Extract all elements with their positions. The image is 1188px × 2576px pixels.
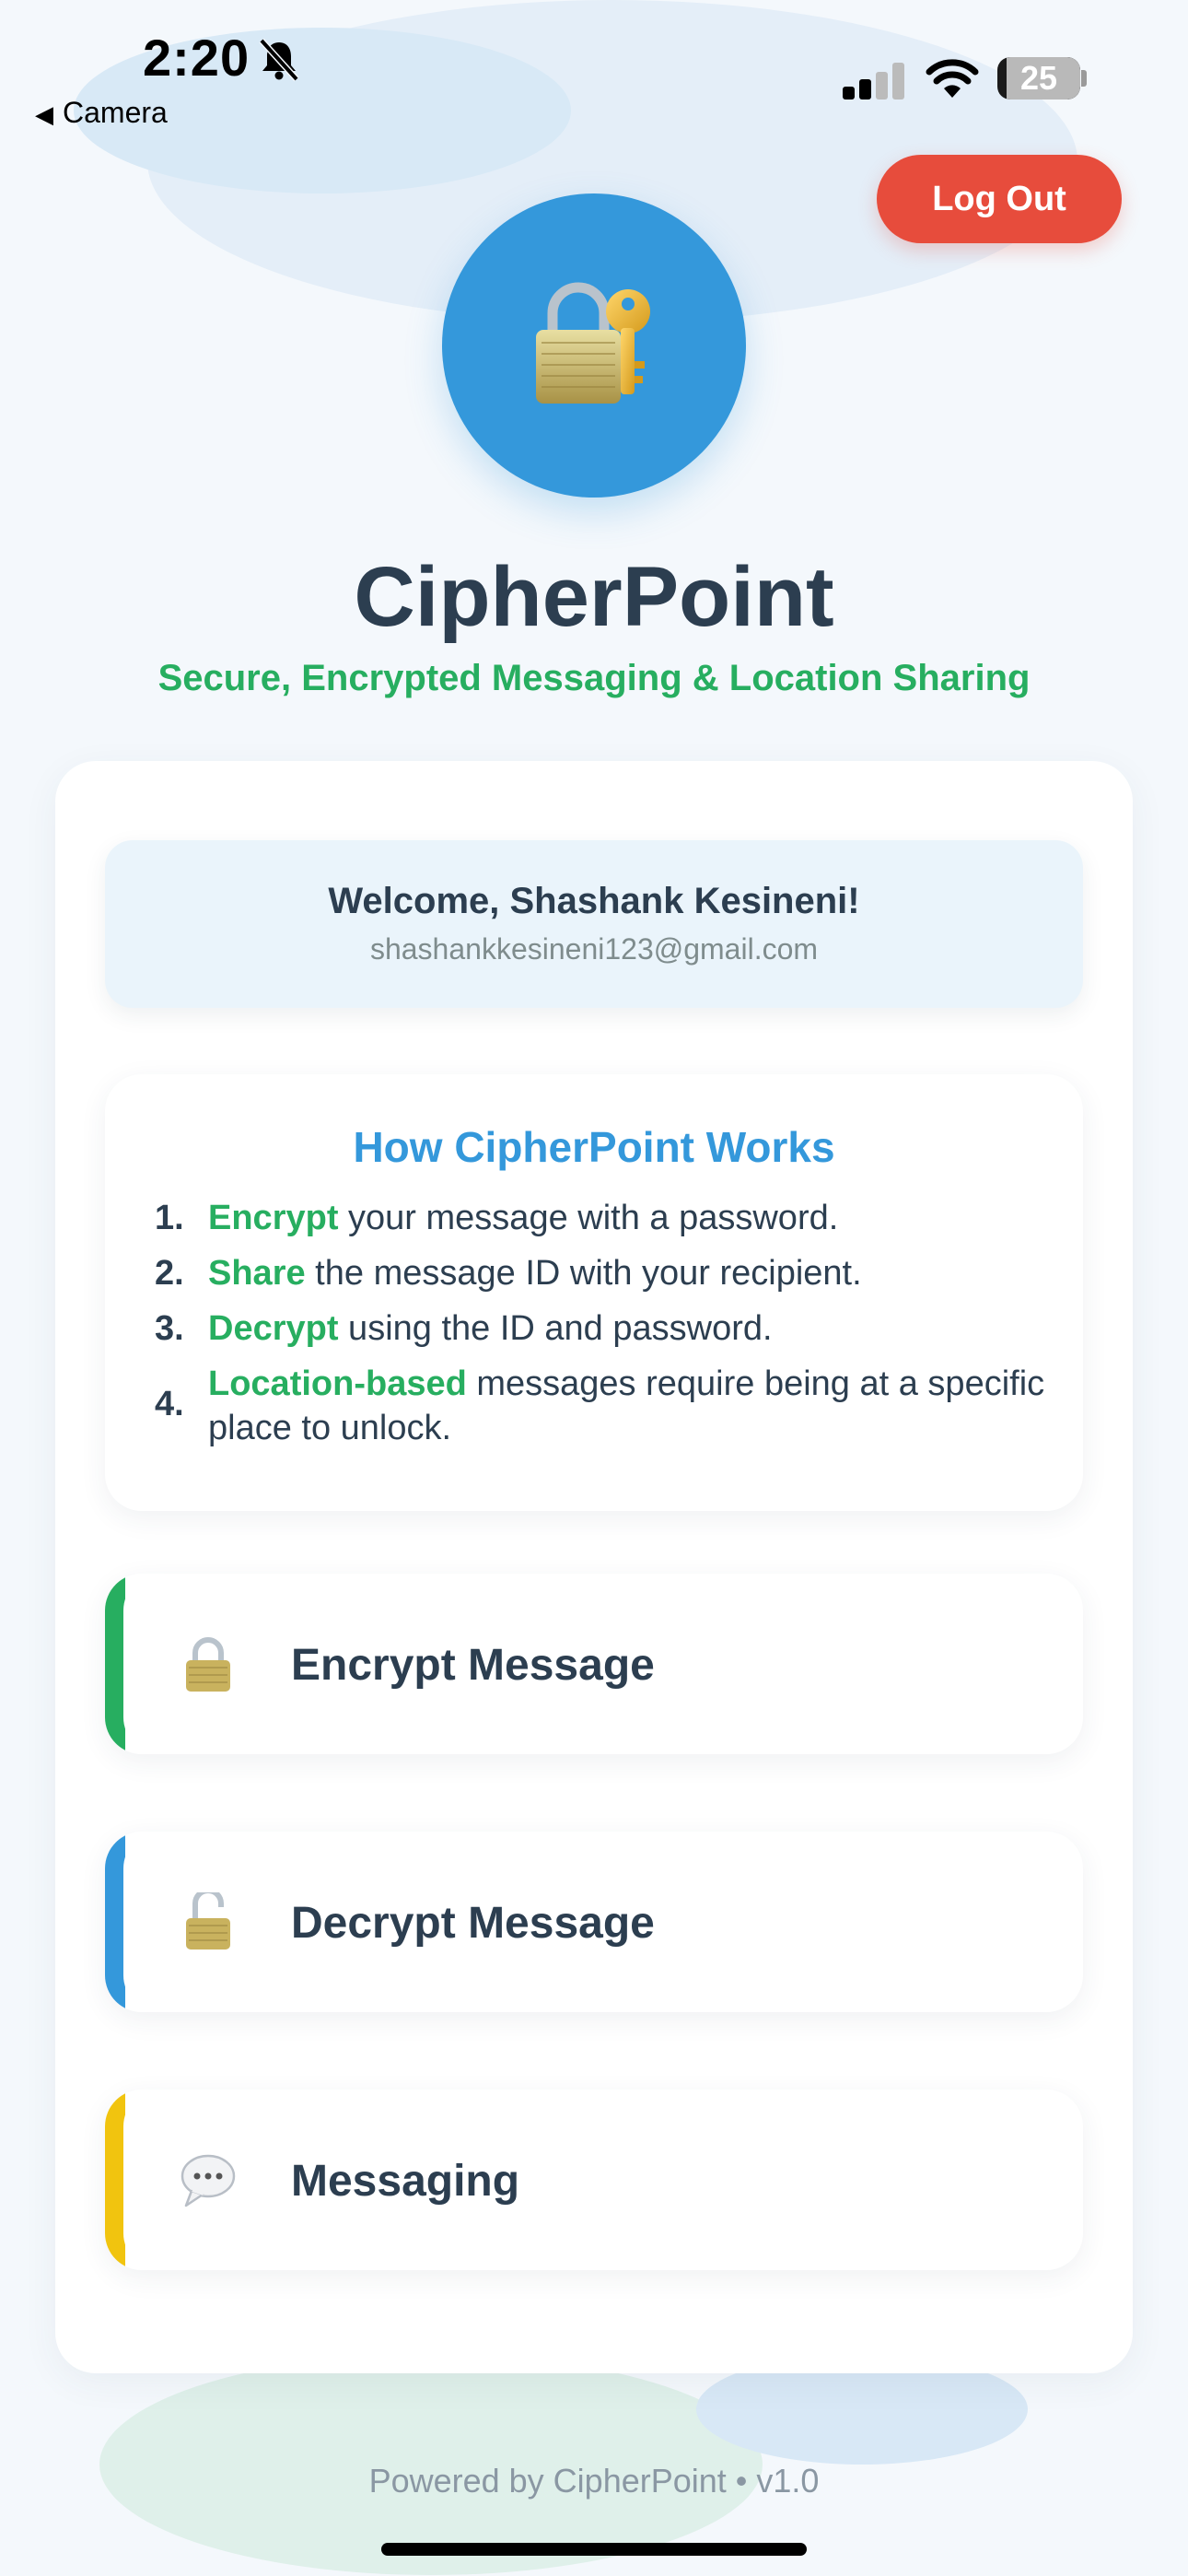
logout-button[interactable]: Log Out [877, 155, 1122, 243]
wifi-icon [926, 57, 979, 100]
step-keyword: Share [208, 1254, 306, 1293]
encrypt-message-button[interactable] [105, 1574, 1083, 1754]
user-email: shashankkesineni123@gmail.com [369, 932, 819, 966]
step-text: messages require being at a specific place to unlock. [208, 1364, 1045, 1447]
back-to-camera-link[interactable] [35, 96, 168, 130]
welcome-panel [105, 840, 1083, 1008]
step-keyword: Decrypt [208, 1309, 339, 1348]
bell-slash-icon [256, 37, 302, 83]
back-arrow-icon: ◀ [35, 100, 53, 128]
how-it-works-panel [105, 1074, 1083, 1511]
battery-icon [997, 57, 1080, 100]
action-label: Encrypt Message [291, 1641, 655, 1690]
cellular-signal-icon [843, 63, 905, 100]
lock-with-key-icon [525, 275, 663, 413]
step-text: the message ID with your recipient. [305, 1254, 862, 1293]
battery-tip [1081, 70, 1087, 87]
step-number: 4. [155, 1385, 184, 1423]
step-number: 2. [155, 1254, 184, 1293]
action-label: Messaging [291, 2157, 520, 2206]
step-keyword: Encrypt [208, 1199, 339, 1237]
accent-bar [105, 1574, 125, 1754]
decrypt-message-button[interactable] [105, 1832, 1083, 2012]
footer-text: Powered by CipherPoint • v1.0 [368, 2462, 820, 2500]
step-number: 1. [155, 1199, 184, 1237]
app-tagline: Secure, Encrypted Messaging & Location Sharing [157, 658, 1031, 698]
how-it-works-title: How CipherPoint Works [353, 1123, 835, 1171]
status-time: 2:20 [143, 29, 250, 87]
accent-bar [105, 1832, 125, 2012]
back-label: Camera [63, 96, 168, 129]
speech-bubble-icon [179, 2150, 238, 2209]
step-number: 3. [155, 1309, 184, 1348]
accent-bar [105, 2090, 125, 2270]
app-title: CipherPoint [354, 550, 834, 644]
messaging-button[interactable] [105, 2090, 1083, 2270]
action-label: Decrypt Message [291, 1899, 655, 1948]
battery-level: 25 [1019, 59, 1058, 97]
step-text: your message with a password. [338, 1199, 839, 1237]
step-keyword: Location-based [208, 1364, 467, 1403]
home-indicator[interactable] [381, 2543, 807, 2556]
locked-padlock-icon [179, 1634, 238, 1693]
welcome-greeting: Welcome, Shashank Kesineni! [328, 881, 860, 921]
unlocked-padlock-icon [179, 1892, 238, 1951]
app-logo [442, 193, 746, 498]
step-text: using the ID and password. [338, 1309, 773, 1348]
